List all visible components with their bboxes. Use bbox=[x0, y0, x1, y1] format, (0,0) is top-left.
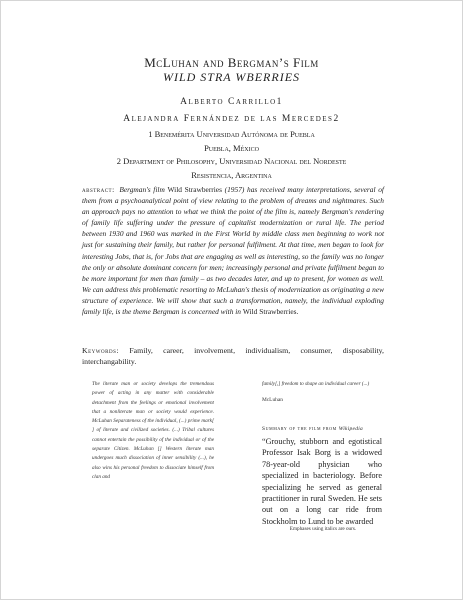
abstract bbox=[82, 184, 384, 317]
summary-heading-prefix: Summary of the film from bbox=[262, 426, 337, 432]
epigraph-left-column: The literate man or society develops the tremendous power of acting in any matter with considerable detachment from the feelings or emotional involvement that a nonliterate man or society would experience. McLuhan Separateness of the individual, (...) prime mark[ ] of literate and civilized societies. (...) Tribal cultures cannot entertain the possibility of the individual or of the separate Citizen. McLuhan [] Western literate man undergoes much dissociation of inner sensibility (...), he also wins his personal freedom to dissociate himself from clan and bbox=[92, 381, 214, 480]
keywords bbox=[82, 345, 384, 367]
author-1: Alberto Carrillo1 bbox=[180, 97, 283, 107]
paper-title: McLuhan and Bergman’s Film bbox=[144, 55, 319, 70]
keywords-label: Keywords: bbox=[82, 346, 120, 355]
author-2: Alejandra Fernández de las Mercedes2 bbox=[123, 114, 340, 124]
affiliation-1-institution: 1 Benemérita Universidad Autónoma de Puebla bbox=[148, 129, 315, 139]
abstract-text-body: (1957) has received many interpretations, several of them from a psychoanalytical point of view relating to the problem of dreams and nightmares. Such an approach pays no attention to what we think the point of the film is, namely Bergman's rendering of family life suffering under the pressure of capitalist modernization or rural life. The period between 1930 and 1960 was marked in the First World by middle class men beginning to work not just for sustaining their family, but rather for personal fulfilment. At that time, men began to look for interesting Jobs, that is, for Jobs that are engaging as well as interesting, so the family was no longer the only or absolute dominant concern for men; increasingly personal and private fulfilment began to be more important for men than family – as two decades later, and up to present, for women as well. We can address this problematic resorting to McLuhan's thesis of modernization as originating a new structure of experience. We will show that such a transformation, namely, the individual exploding family life, is the theme Bergman is concerned with in bbox=[82, 185, 384, 317]
paper-subtitle: WILD STRA WBERRIES bbox=[162, 70, 301, 84]
summary-heading-source: Wikipedia bbox=[338, 426, 364, 432]
abstract-film-title-end: Wild Strawberries. bbox=[242, 307, 299, 317]
summary-body: “Grouchy, stubborn and egotistical Professor Isak Borg is a widowed 78-year-old physician who specialized in bacteriology. Before specializing he served as general practitioner in rural Sweden. He sets out on a long car ride from Stockholm to Lund to be awarded bbox=[262, 437, 382, 526]
affiliation-2-institution: 2 Department of Philosophy, Universidad Nacional del Nordeste bbox=[116, 156, 347, 166]
affiliation-2-location: Resistencia, Argentina bbox=[191, 170, 272, 180]
abstract-film-title: Wild Strawberries bbox=[167, 185, 222, 194]
abstract-label: abstract: bbox=[82, 185, 115, 194]
epigraph-source: McLuhan bbox=[262, 397, 283, 403]
footnote: Emphases using italics are ours. bbox=[289, 526, 357, 532]
abstract-text-intro: Bergman's film bbox=[119, 185, 165, 194]
summary-heading bbox=[262, 426, 392, 432]
epigraph-right-column: family[,] freedom to shape an individual career (...) bbox=[262, 381, 370, 387]
keywords-text: Family, career, involvement, individualism, consumer, disposability, interchangability. bbox=[82, 346, 384, 366]
affiliation-1-location: Puebla, México bbox=[204, 143, 259, 153]
